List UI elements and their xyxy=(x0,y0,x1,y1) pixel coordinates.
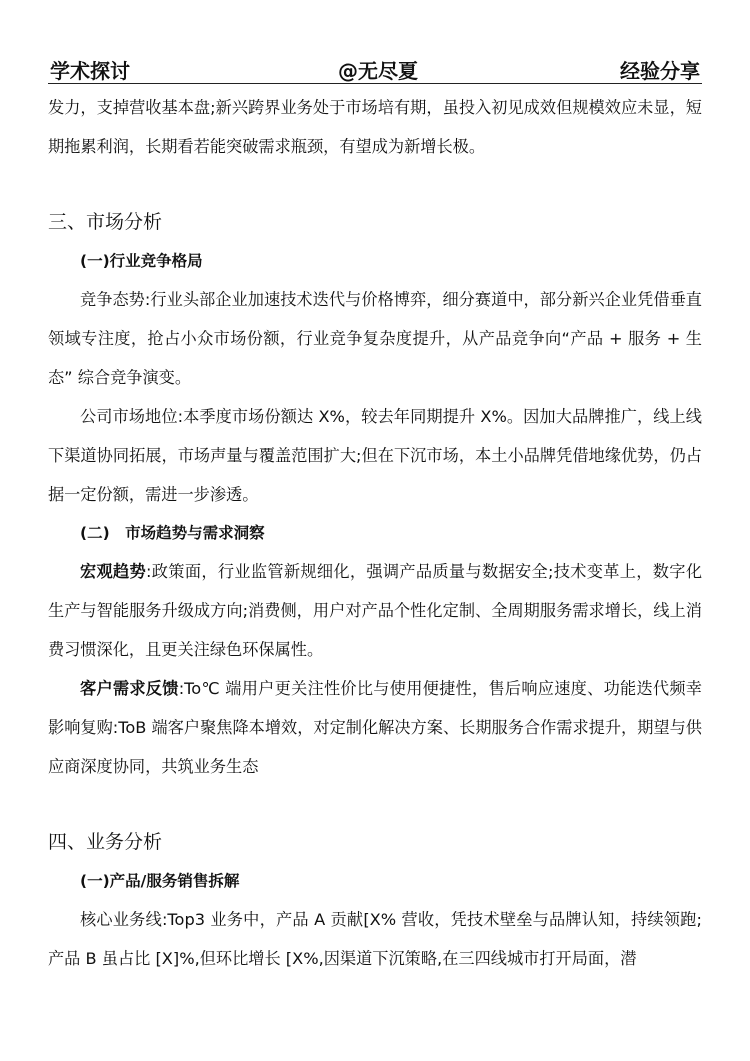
paragraph-core-business: 核心业务线:Top3 业务中，产品 A 贡献[X% 营收，凭技术壁垒与品牌认知，持续领跑;产品 B 虽占比 [X]%,但环比增长 [X%,因渠道下沉策略,在三四线城市打开局面，潜 xyxy=(48,910,702,968)
header-center-text: @无尽夏 xyxy=(338,59,418,83)
header-right-text: 经验分享 xyxy=(620,59,700,83)
customer-feedback-label: 客户需求反馈 xyxy=(80,679,179,698)
header-divider xyxy=(48,83,702,84)
macro-trends-label: 宏观趋势 xyxy=(80,562,147,581)
subsection-title-competition: (一)行业竞争格局 xyxy=(80,252,203,270)
macro-trends-text: :政策面，行业监管新规细化，强调产品质量与数据安全;技术变革上，数字化生产与智能服务升级成方向;消费侧，用户对产品个性化定制、全周期服务需求增长，线上消费习惯深化，且更关注绿色环保属性。 xyxy=(48,562,703,659)
section-title-market-analysis: 三、市场分析 xyxy=(48,211,163,233)
paragraph-market-position: 公司市场地位:本季度市场份额达 X%，较去年同期提升 X%。因加大品牌推广，线上线下渠道协同拓展，市场声量与覆盖范围扩大;但在下沉市场，本土小品牌凭借地缘优势，仍占据一定份额，需进一步渗透。 xyxy=(48,407,702,504)
customer-feedback-text: :To℃ 端用户更关注性价比与使用便捷性，售后响应速度、功能迭代频幸影响复购:ToB 端客户聚焦降本增效，对定制化解决方案、长期服务合作需求提升，期望与供应商深度协同，共筑业务生态 xyxy=(48,679,702,776)
section-title-business-analysis: 四、业务分析 xyxy=(48,831,163,853)
subsection-title-sales-breakdown: (一)产品/服务销售拆解 xyxy=(80,872,240,890)
intro-paragraph: 发力，支掉营收基本盘;新兴跨界业务处于市场培有期，虽投入初见成效但规模效应未显，短期拖累利润，长期看若能突破需求瓶颈，有望成为新增长极。 xyxy=(48,98,702,156)
subsection-title-trends: (二) 市场趋势与需求洞察 xyxy=(80,524,265,542)
page-header xyxy=(50,55,700,85)
paragraph-macro-trends xyxy=(48,552,702,669)
spacer xyxy=(48,166,702,202)
paragraph-customer-feedback xyxy=(48,669,702,786)
spacer xyxy=(48,786,702,822)
header-left-text: 学术探讨 xyxy=(50,59,130,83)
document-body xyxy=(48,88,702,978)
paragraph-competition-status: 竞争态势:行业头部企业加速技术迭代与价格博弈，细分赛道中，部分新兴企业凭借垂直领域专注度，抢占小众市场份额，行业竞争复杂度提升，从产品竞争向“产品 + 服务 + 生态” 综合竞争演变。 xyxy=(48,290,702,387)
